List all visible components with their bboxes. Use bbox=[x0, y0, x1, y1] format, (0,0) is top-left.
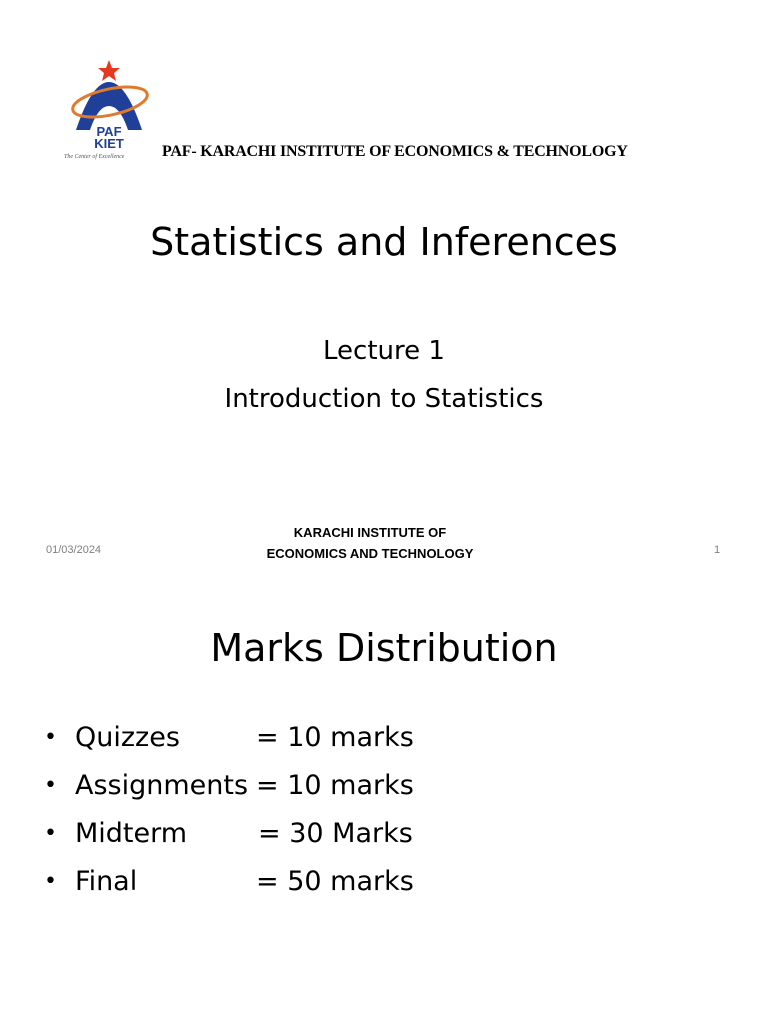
logo-text-paf: PAF bbox=[96, 124, 122, 139]
bullet-icon: • bbox=[44, 821, 57, 846]
bullet-icon: • bbox=[44, 773, 57, 798]
item-label: Quizzes bbox=[75, 722, 180, 753]
paf-kiet-logo-graphic bbox=[62, 56, 162, 162]
footer-page-number: 1 bbox=[714, 544, 721, 556]
logo-tagline: The Center of Excellence bbox=[64, 154, 125, 160]
item-label: Midterm bbox=[75, 818, 188, 849]
footer-institute bbox=[220, 522, 520, 564]
footer-institute-line1: KARACHI INSTITUTE OF bbox=[293, 525, 447, 540]
item-value: = 10 marks bbox=[256, 770, 414, 801]
paf-kiet-logo bbox=[62, 56, 162, 162]
item-label: Assignments bbox=[75, 770, 249, 801]
item-label: Final bbox=[75, 866, 138, 897]
bullet-icon: • bbox=[44, 869, 57, 894]
lecture-topic: Introduction to Statistics bbox=[224, 384, 544, 414]
lecture-number: Lecture 1 bbox=[323, 336, 445, 366]
institute-banner: PAF- KARACHI INSTITUTE OF ECONOMICS & TECHNOLOGY bbox=[162, 143, 628, 160]
star-icon bbox=[98, 60, 120, 81]
item-value: = 30 Marks bbox=[258, 818, 413, 849]
bullet-icon: • bbox=[44, 725, 57, 750]
item-value: = 50 marks bbox=[256, 866, 414, 897]
slide-title: Marks Distribution bbox=[210, 626, 558, 670]
slide-2 bbox=[0, 576, 768, 1024]
item-value: = 10 marks bbox=[256, 722, 414, 753]
footer-date: 01/03/2024 bbox=[46, 544, 102, 556]
slide-title: Statistics and Inferences bbox=[150, 220, 618, 264]
footer-institute-line2: ECONOMICS AND TECHNOLOGY bbox=[266, 546, 474, 561]
logo-text-kiet: KIET bbox=[94, 136, 124, 151]
